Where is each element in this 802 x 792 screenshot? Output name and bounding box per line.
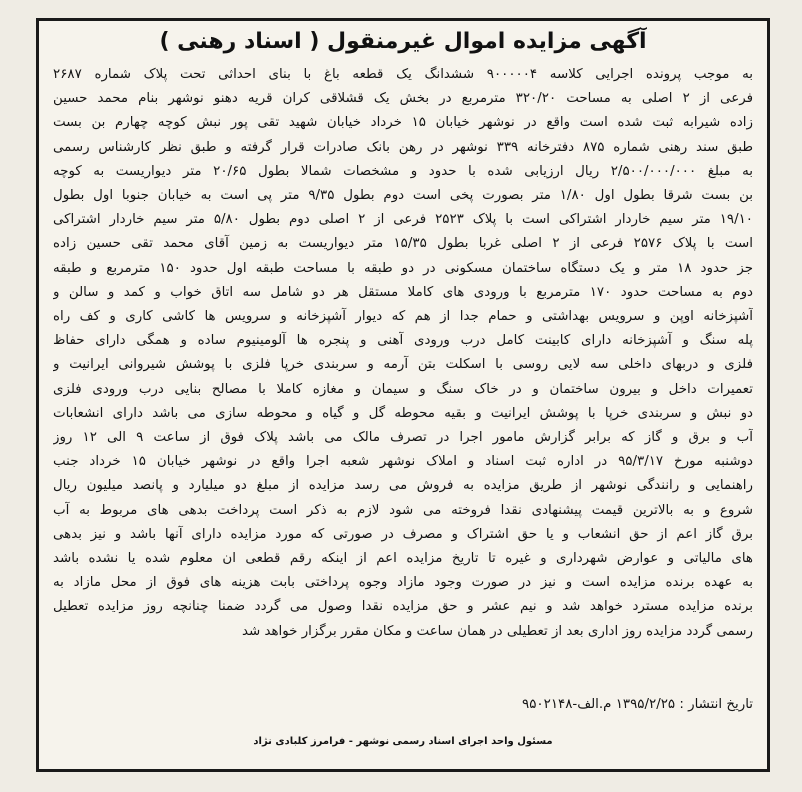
body-line: رسمی گردد مزایده روز اداری بعد از تعطیلی در همان ساعت و مکان مقرر برگزار خواهد شد — [241, 623, 753, 639]
body-line: دوشنبه مورخ ۹۵/۳/۱۷ در اداره ثبت اسناد و املاک نوشهر شعبه اجرا واقع در نوشهر خیابان ۱۵ خرداد جنب — [53, 454, 753, 470]
signature-line: مسئول واحد اجرای اسناد رسمی نوشهر - فرامرز کلبادی نژاد — [253, 736, 553, 747]
body-line: شروع و به بالاترین قیمت پیشنهادی نقدا فروخته می شود لازم به ذکر است پرداخت بدهی های مربوط به آب — [53, 502, 753, 518]
body-line: زاده شیرابه ثبت شده است واقع در نوشهر خیابان ۱۵ خرداد خیابان شهید تقی پور نبش کوچه چهارم بن بست — [53, 115, 753, 131]
body-line: طبق سند رهنی شماره ۸۷۵ دفترخانه ۳۳۹ نوشهر در رهن بانک صادرات قرار گرفته و طبق نظر کارشناس رسمی — [53, 139, 753, 155]
notice-frame — [36, 18, 770, 772]
body-line: به موجب پرونده اجرایی کلاسه ۹۰۰۰۰۰۴ ششدانگ یک قطعه باغ با بنای احداثی تحت پلاک شماره ۲۶۸۷ — [53, 67, 753, 82]
body-line: برق گاز اعم از حق انشعاب و یا حق اشتراک و مصرف در صورتی که مورد مزایده دارای آنها باشد و نیز بدهی — [53, 526, 753, 542]
body-line: پله سنگ و آشپزخانه دارای کابینت کامل درب ورودی آهنی و پنجره ها آلومینیوم ساده و همگی دارای حفاظ — [53, 333, 753, 349]
body-line: بن بست شرقا بطول اول ۱/۸۰ متر بصورت پخی است دوم بطول ۹/۳۵ متر پی است به خیابان جنوبا اول بطول — [53, 188, 753, 204]
body-line: به مبلغ ۲/۵۰۰/۰۰۰/۰۰۰ ریال ارزیابی شده با حدود و مشخصات شمالا بطول ۲۰/۶۵ متر دیواریست به کوچه — [53, 163, 753, 179]
notice-title: آگهی مزایده اموال غیرمنقول ( اسناد رهنی ) — [159, 29, 647, 54]
body-line: تعمیرات داخل و بیرون ساختمان و در خاک سنگ و سیمان و مغازه کاملا با مصالح بنایی درب ورودی فلزی — [53, 381, 753, 397]
body-line: دوم به مساحت حدود ۱۷۰ مترمربع با ورودی های کاملا مستقل هر دو شامل سه اتاق خواب و کمد و سالن و — [53, 284, 753, 300]
body-line: جز حدود ۱۸ متر و یک دستگاه ساختمان مسکونی در دو طبقه با مساحت طبقه اول حدود ۱۵۰ مترمربع و طبقه — [53, 260, 753, 276]
body-line: برنده مزایده مسترد خواهد شد و نیم عشر و حق مزایده نقدا وصول می گردد ضمنا چنانچه روز مزایده تعطیل — [53, 599, 753, 615]
body-line: است با پلاک ۲۵۷۶ فرعی از ۲ اصلی غربا بطول ۱۵/۳۵ متر دیواریست به زمین آقای محمد تقی حسین زاده — [53, 236, 753, 252]
body-line: فلزی و دربهای داخلی سه لایی روسی با اسکلت بتن آرمه و سربندی خرپا فلزی با پوشش شیروانی ایرانیت و — [53, 357, 753, 373]
body-line: به عهده برنده مزایده است و نیز در صورت وجود مازاد وجوه پرداختی بابت هزینه های فوق از محل مازاد به — [53, 575, 753, 591]
publication-date: تاریخ انتشار : ۱۳۹۵/۲/۲۵ م.الف-۹۵۰۲۱۴۸ — [522, 697, 753, 712]
body-line: آشپزخانه اوپن و سرویس بهداشتی و حمام جدا از هم که دیوار آشپزخانه و سرویس ها کاشی کاری و کف راه — [53, 309, 753, 325]
body-line: های مالیاتی و عوارض شهرداری و غیره تا تاریخ مزایده اعم از اینکه رقم قطعی ان معلوم شده یا نشده باشد — [53, 551, 753, 567]
body-line: دو نبش و سربندی خرپا با پوشش ایرانیت و بقیه محوطه گل و گیاه و محوطه سازی می باشد دارای انشعابات — [53, 405, 753, 421]
body-line: راهنمایی و رانندگی نوشهر از طریق مزایده به فروش می رسد مزایده از مبلغ دو میلیارد و پانصد میلیون ریال — [53, 478, 753, 494]
notice-body — [53, 63, 753, 644]
body-line: ۱۹/۱۰ متر سیم خاردار اشتراکی است با پلاک ۲۵۲۳ فرعی از ۲ اصلی دوم بطول ۵/۸۰ متر سیم خاردار اشتراکی — [53, 212, 753, 228]
body-line: فرعی از ۲ اصلی به مساحت ۳۲۰/۲۰ مترمربع در بخش یک قشلاقی کران قریه دهنو نوشهر بنام محمد حسین — [53, 91, 753, 107]
body-line: آب و برق و گاز که برابر گزارش مامور اجرا در تصرف مالک می باشد پلاک فوق از ساعت ۹ الی ۱۲ روز — [53, 430, 753, 446]
